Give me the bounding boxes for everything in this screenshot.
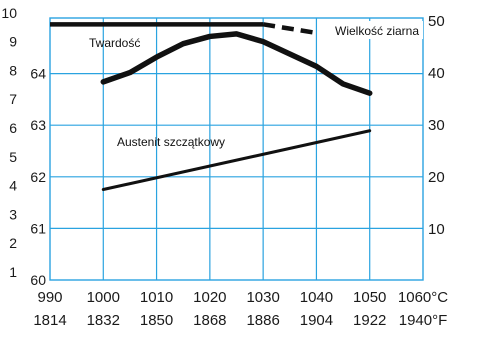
grain-tick-label: 7: [9, 91, 17, 108]
hrc-tick-label: 60: [30, 272, 46, 288]
series-label-retained-austenite: Austenit szczątkowy: [117, 135, 226, 149]
x-tick-label-celsius: 1060°C: [397, 289, 449, 306]
grain-tick-label: 5: [9, 148, 17, 165]
x-tick-label-fahrenheit: 1850: [139, 312, 174, 329]
grain-tick-label: 1: [9, 264, 17, 280]
x-tick-label-celsius: 1040: [299, 289, 334, 306]
x-tick-label-fahrenheit: 1904: [299, 312, 334, 329]
right-axis-tick-label: 20: [428, 169, 445, 186]
grain-tick-label: 3: [9, 206, 17, 223]
x-tick-label-fahrenheit: 1832: [86, 312, 120, 329]
x-tick-label-fahrenheit: 1814: [33, 312, 67, 329]
x-tick-label-celsius: 1000: [86, 289, 120, 306]
hrc-tick-label: 62: [30, 168, 46, 185]
grain-tick-label: 10: [1, 4, 17, 21]
x-tick-label-fahrenheit: 1922: [353, 312, 387, 329]
gridlines: [50, 18, 423, 280]
x-tick-label-celsius: 1050: [353, 289, 387, 306]
grain-tick-label: 6: [9, 120, 17, 136]
grain-tick-label: 4: [9, 177, 17, 194]
series-label-grain-size: Wielkość ziarna: [335, 24, 420, 38]
series-label-hardness: Twardość: [89, 36, 141, 50]
grain-tick-label: 9: [9, 33, 17, 50]
hrc-tick-label: 63: [30, 117, 46, 134]
series-line-grain-size-dashed: [263, 24, 316, 33]
plot-frame: [50, 18, 423, 280]
x-tick-label-celsius: 1030: [246, 289, 280, 306]
x-tick-label-celsius: 1010: [139, 289, 174, 306]
series-line-hardness: [103, 34, 369, 93]
right-axis-tick-label: 10: [428, 221, 445, 238]
grain-tick-label: 8: [9, 62, 17, 79]
hrc-tick-label: 61: [30, 220, 46, 237]
x-tick-label-celsius: 990: [37, 289, 63, 306]
right-axis-tick-label: 30: [428, 117, 445, 134]
x-tick-label-fahrenheit: 1940°F: [398, 312, 448, 329]
right-axis-tick-label: 50: [428, 13, 445, 30]
x-tick-label-fahrenheit: 1868: [193, 312, 227, 329]
x-tick-label-fahrenheit: 1886: [246, 312, 280, 329]
x-tick-label-celsius: 1020: [193, 289, 227, 306]
right-axis-tick-label: 40: [428, 65, 445, 82]
grain-tick-label: 2: [9, 235, 17, 252]
hrc-tick-label: 64: [30, 65, 46, 82]
